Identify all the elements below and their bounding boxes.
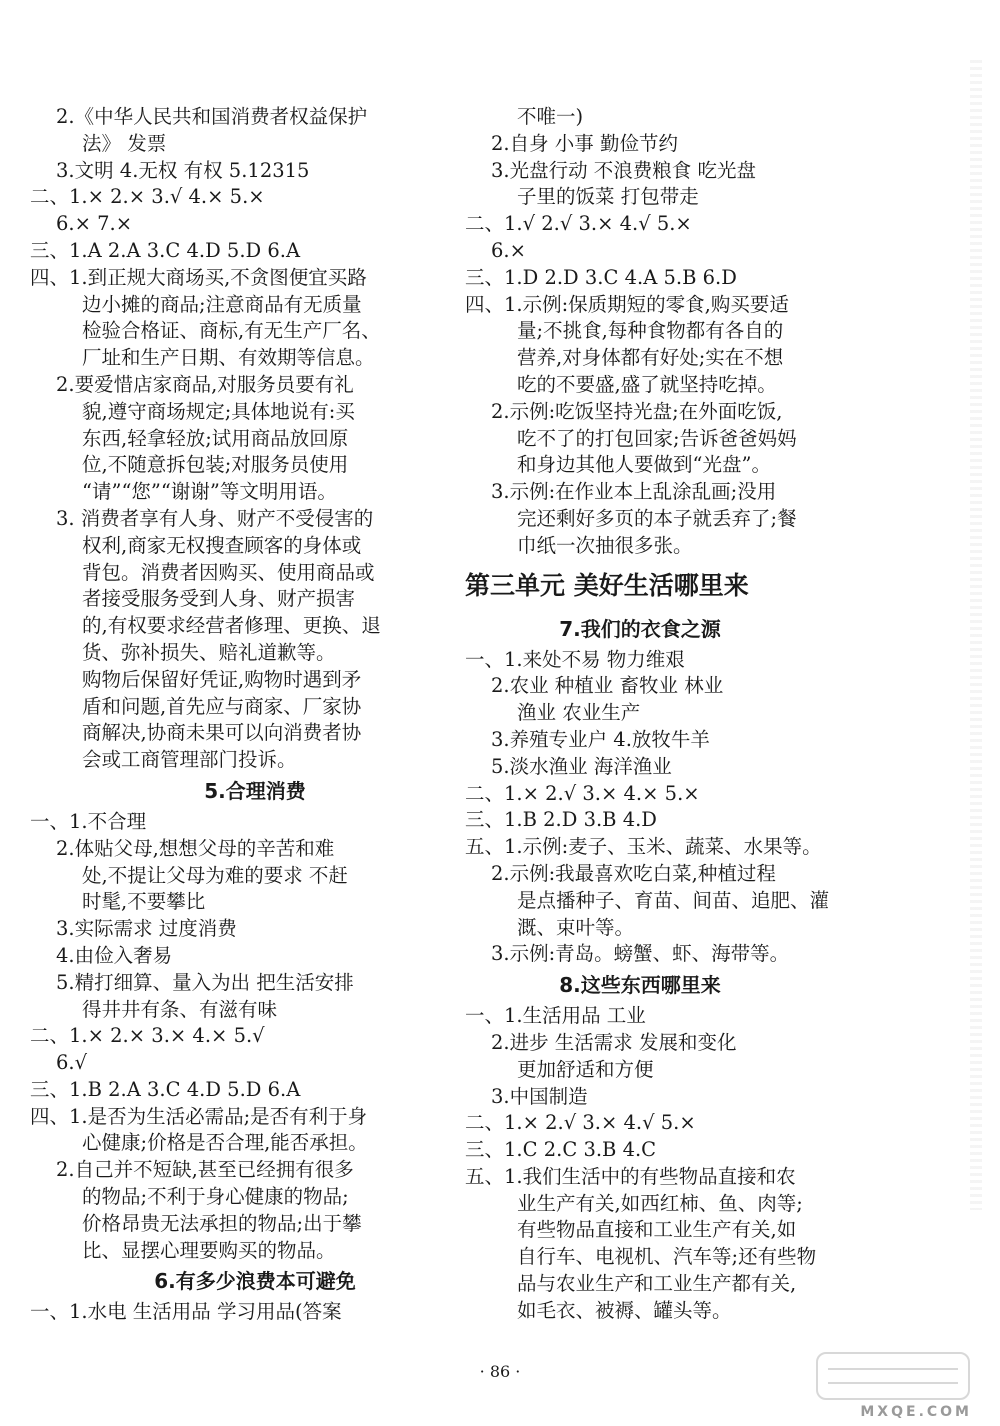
answer-line: 厂址和生产日期、有效期等信息。 [82, 346, 375, 370]
answer-line: 四、1.示例:保质期短的零食,购买要适 [465, 292, 789, 316]
answer-line: 位,不随意拆包装;对服务员使用 [82, 453, 349, 477]
page-edge-texture [970, 60, 982, 1210]
answer-line: 2.体贴父母,想想父母的辛苦和难 [56, 836, 335, 860]
answer-line: 自行车、电视机、汽车等;还有些物 [517, 1245, 817, 1269]
answer-line: 3.实际需求 过度消费 [56, 917, 237, 941]
answer-line: 商解决,协商未果可以向消费者协 [82, 721, 362, 745]
answer-line: 二、1.× 2.√ 3.× 4.√ 5.× [465, 1111, 696, 1135]
answer-line: 三、1.D 2.D 3.C 4.A 5.B 6.D [465, 265, 737, 289]
answer-line: 2.示例:吃饭坚持光盘;在外面吃饭, [491, 399, 783, 423]
answer-line: 东西,轻拿轻放;试用商品放回原 [82, 426, 349, 450]
answer-line: 品与农业生产和工业生产都有关, [517, 1272, 797, 1296]
answer-line: “请”“您”“谢谢”等文明用语。 [82, 480, 337, 504]
answer-line: 检验合格证、商标,有无生产厂名、 [82, 319, 381, 343]
answer-line: 更加舒适和方便 [517, 1057, 654, 1081]
answer-line: 貌,遵守商场规定;具体地说有:买 [82, 399, 355, 423]
watermark-text: MXQE.COM [860, 1404, 972, 1420]
answer-line: 4.由俭入奢易 [56, 943, 173, 967]
answer-line: 渔业 农业生产 [517, 701, 641, 725]
answer-line: 3.中国制造 [491, 1084, 588, 1108]
answer-line: 一、1.不合理 [30, 809, 147, 833]
answer-line: 二、1.× 2.× 3.× 4.× 5.√ [30, 1024, 265, 1048]
answer-line: 不唯一) [517, 105, 584, 128]
answer-line: 三、1.B 2.D 3.B 4.D [465, 808, 657, 832]
answer-line: 五、1.示例:麦子、玉米、蔬菜、水果等。 [465, 835, 822, 859]
answer-line: 权利,商家无权搜查顾客的身体或 [82, 533, 362, 557]
answer-line: 三、1.B 2.A 3.C 4.D 5.D 6.A [30, 1077, 301, 1101]
answer-column-left [30, 104, 480, 1326]
page-number: · 86 · [479, 1362, 521, 1381]
section-heading: 5.合理消费 [204, 778, 306, 803]
answer-line: 溉、束叶等。 [517, 915, 635, 939]
answer-line: 5.精打细算、量入为出 把生活安排 [56, 970, 354, 994]
answer-line: 3.光盘行动 不浪费粮食 吃光盘 [491, 158, 757, 182]
answer-line: 货、弥补损失、赔礼道歉等。 [82, 640, 336, 664]
answer-line: 一、1.来处不易 物力维艰 [465, 647, 685, 671]
answer-line: 3. 消费者享有人身、财产不受侵害的 [56, 506, 374, 530]
answer-line: 量;不挑食,每种食物都有各自的 [517, 319, 784, 343]
answer-line: 有些物品直接和工业生产有关,如 [517, 1218, 797, 1242]
section-heading: 7.我们的衣食之源 [559, 616, 721, 641]
answer-line: 5.淡水渔业 海洋渔业 [491, 754, 672, 778]
answer-line: 五、1.我们生活中的有些物品直接和农 [465, 1164, 796, 1188]
answer-line: 得井井有条、有滋有味 [82, 997, 278, 1021]
answer-line: 2.进步 生活需求 发展和变化 [491, 1030, 737, 1054]
answer-line: 巾纸一次抽很多张。 [517, 533, 693, 557]
answer-line: 子里的饭菜 打包带走 [517, 185, 699, 209]
section-heading: 6.有多少浪费本可避免 [154, 1269, 356, 1294]
answer-line: 二、1.× 2.√ 3.× 4.× 5.× [465, 781, 700, 805]
answer-line: 2.农业 种植业 畜牧业 林业 [491, 674, 724, 698]
answer-line: 时髦,不要攀比 [82, 890, 206, 914]
answer-line: 心健康;价格是否合理,能否承担。 [82, 1131, 368, 1155]
answer-line: 法》 发票 [82, 131, 167, 155]
answer-line: 背包。消费者因购买、使用商品或 [82, 560, 375, 584]
answer-line: 一、1.水电 生活用品 学习用品(答案 [30, 1300, 342, 1324]
answer-line: 边小摊的商品;注意商品有无质量 [82, 292, 362, 316]
answer-line: 6.× [491, 238, 526, 262]
answer-line: 3.养殖专业户 4.放牧牛羊 [491, 727, 710, 751]
answer-line: 四、1.是否为生活必需品;是否有利于身 [30, 1104, 368, 1128]
answer-line: 盾和问题,首先应与商家、厂家协 [82, 694, 362, 718]
section-heading: 8.这些东西哪里来 [559, 973, 721, 998]
answer-line: 6.× 7.× [56, 212, 133, 236]
answer-line: 完还剩好多页的本子就丢弃了;餐 [517, 506, 797, 530]
answer-line: 四、1.到正规大商场买,不贪图便宜买路 [30, 265, 367, 289]
answer-line: 三、1.C 2.C 3.B 4.C [465, 1138, 657, 1162]
answer-line: 三、1.A 2.A 3.C 4.D 5.D 6.A [30, 238, 301, 262]
answer-line: 会或工商管理部门投诉。 [82, 748, 297, 772]
answer-line: 二、1.× 2.× 3.√ 4.× 5.× [30, 185, 265, 209]
answer-line: 2.自身 小事 勤俭节约 [491, 131, 679, 155]
answer-line: 和身边其他人要做到“光盘”。 [517, 453, 771, 477]
answer-line: 处,不提让父母为难的要求 不赶 [82, 863, 348, 887]
answer-line: 的,有权要求经营者修理、更换、退 [82, 614, 381, 638]
answer-line: 吃不了的打包回家;告诉爸爸妈妈 [517, 426, 797, 450]
answer-line: 2.要爱惜店家商品,对服务员要有礼 [56, 372, 354, 396]
answer-line: 是点播种子、育苗、间苗、追肥、灌 [517, 888, 830, 912]
answer-line: 6.√ [56, 1051, 88, 1075]
answer-line: 一、1.生活用品 工业 [465, 1004, 646, 1028]
answer-line: 2.示例:我最喜欢吃白菜,种植过程 [491, 861, 776, 885]
answer-line: 业生产有关,如西红柿、鱼、肉等; [517, 1191, 803, 1215]
answer-line: 3.文明 4.无权 有权 5.12315 [56, 158, 310, 182]
answer-line: 营养,对身体都有好处;实在不想 [517, 346, 784, 370]
answer-line: 2.自己并不短缺,甚至已经拥有很多 [56, 1158, 354, 1182]
answer-line: 2.《中华人民共和国消费者权益保护 [56, 105, 368, 128]
answer-line: 3.示例:青岛。螃蟹、虾、海带等。 [491, 942, 790, 966]
answer-line: 如毛衣、被褥、罐头等。 [517, 1298, 732, 1322]
answer-line: 的物品;不利于身心健康的物品; [82, 1185, 349, 1209]
answer-line: 购物后保留好凭证,购物时遇到矛 [82, 667, 362, 691]
answer-column-right [465, 104, 830, 1325]
answer-line: 二、1.√ 2.√ 3.× 4.√ 5.× [465, 212, 692, 236]
answer-line: 者接受服务受到人身、财产损害 [82, 587, 356, 611]
answer-line: 价格昂贵无法承担的物品;出于攀 [82, 1211, 362, 1235]
answer-line: 比、显摆心理要购买的物品。 [82, 1238, 336, 1262]
answer-line: 3.示例:在作业本上乱涂乱画;没用 [491, 480, 777, 504]
answer-line: 吃的不要盛,盛了就坚持吃掉。 [517, 372, 777, 396]
watermark-logo-icon [816, 1352, 970, 1400]
unit-heading: 第三单元 美好生活哪里来 [465, 570, 749, 600]
